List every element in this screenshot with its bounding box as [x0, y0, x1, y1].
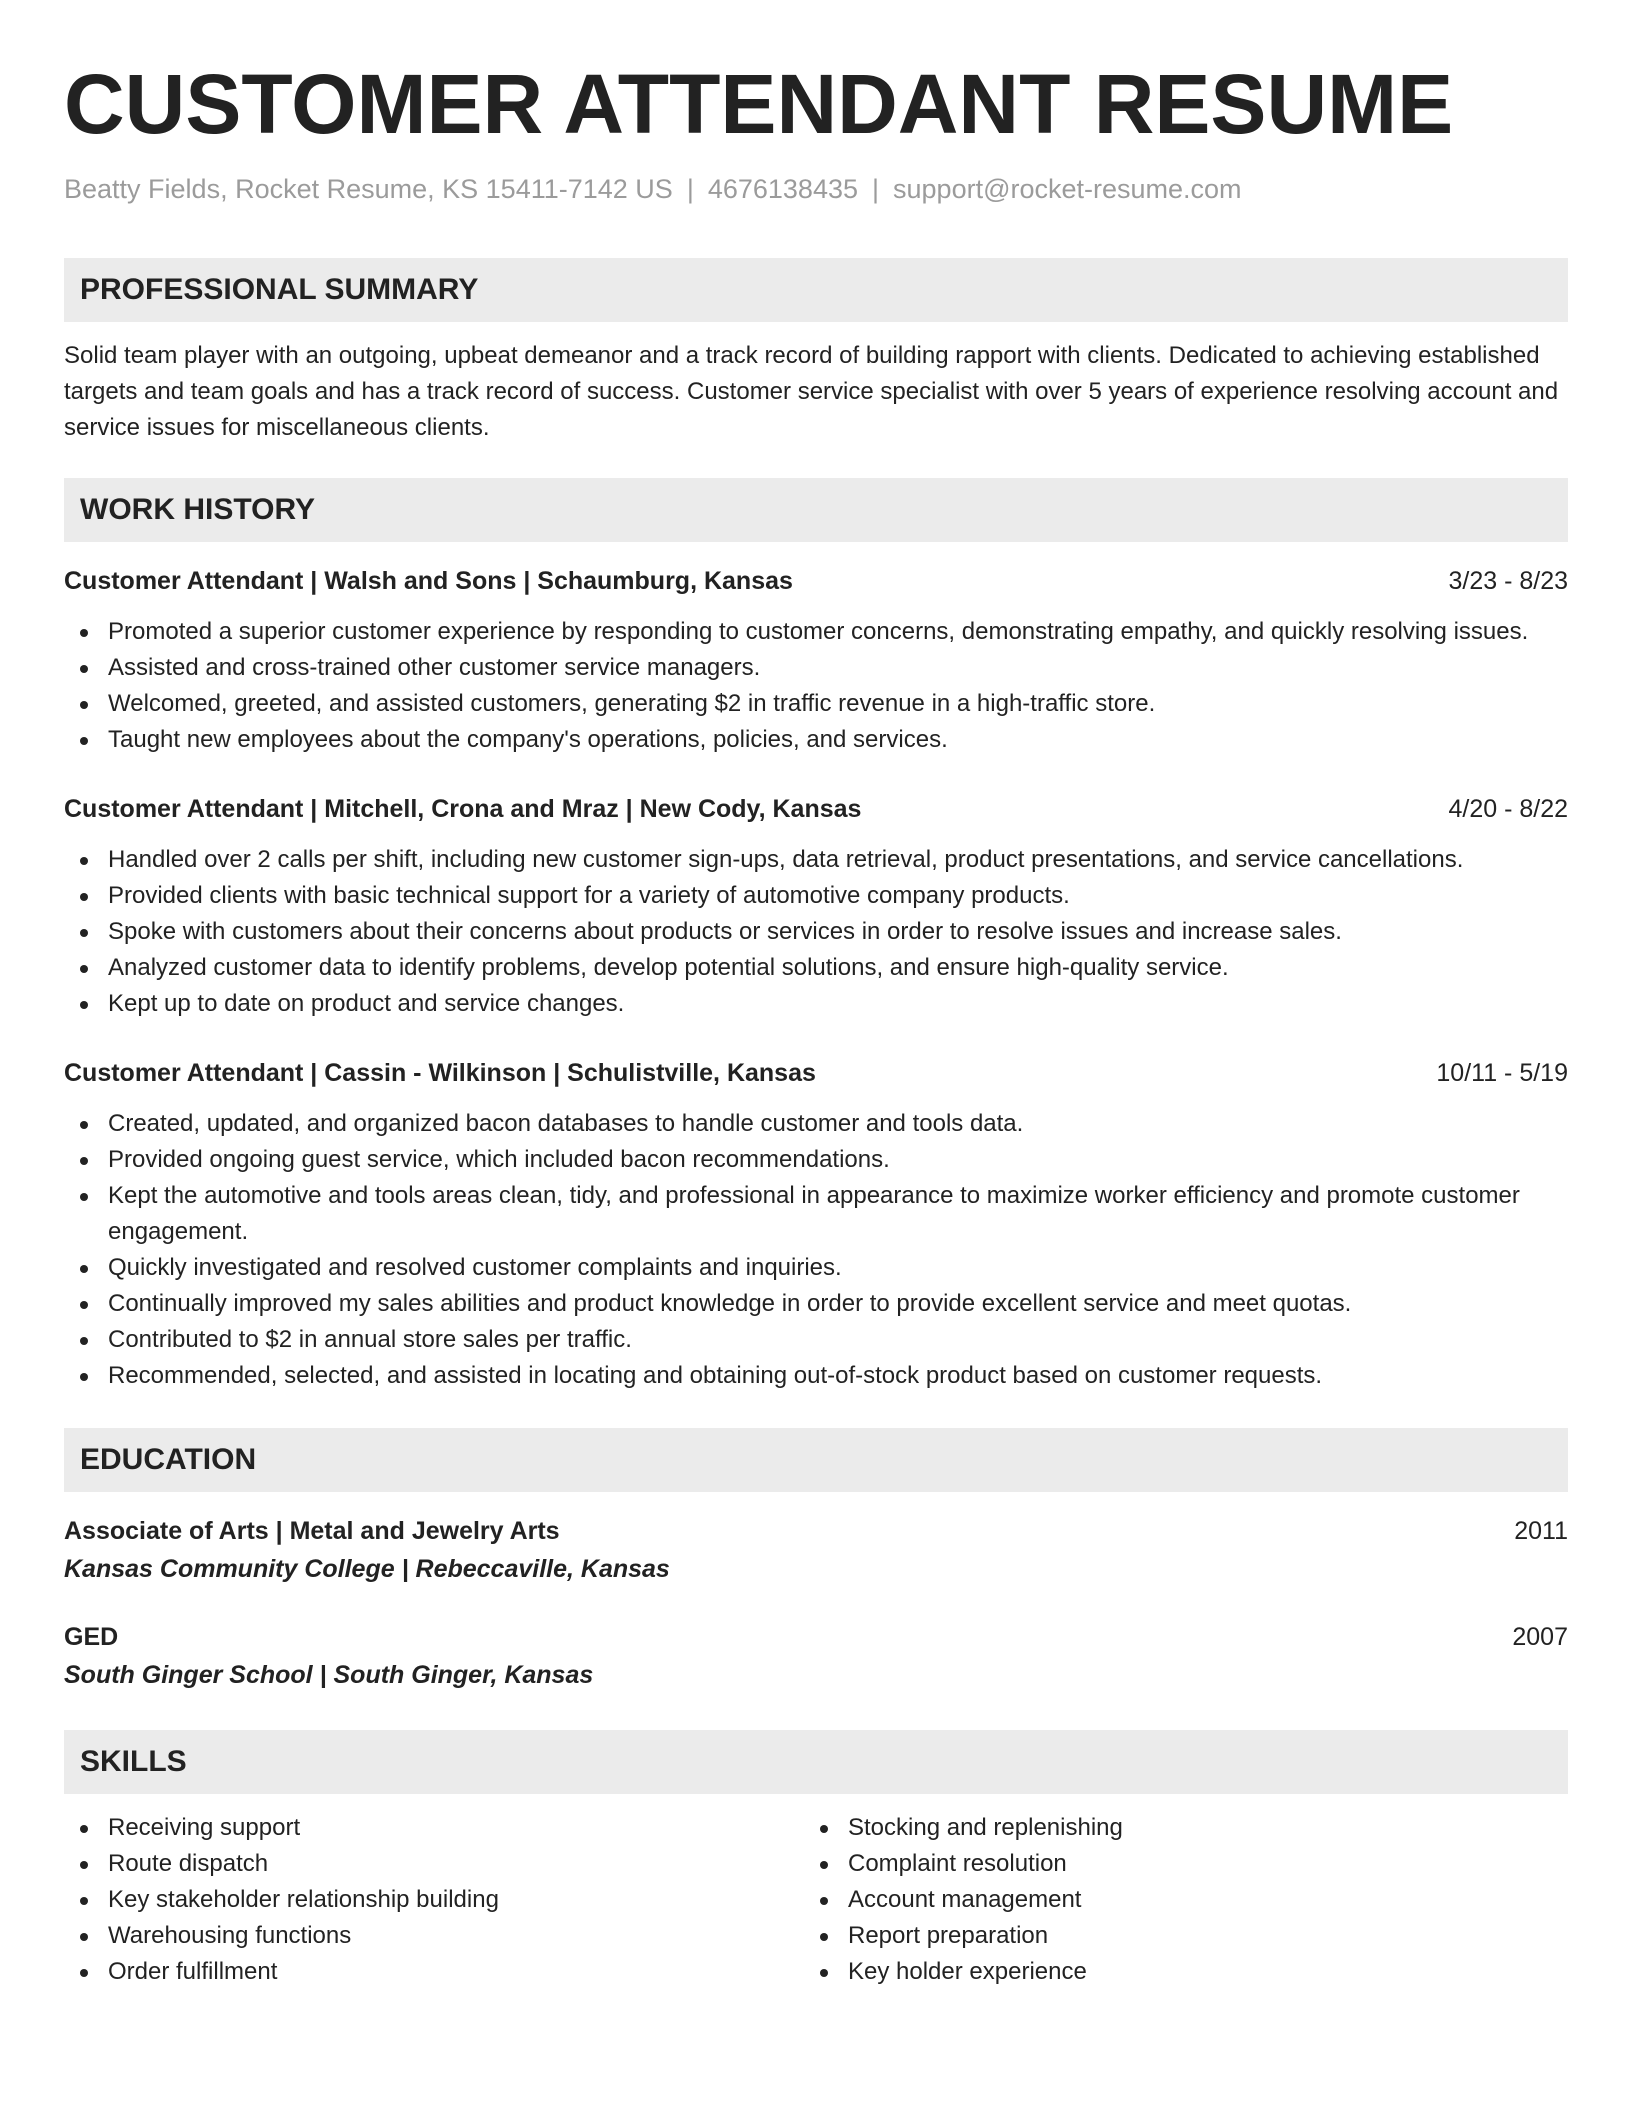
education-year: 2007	[1512, 1623, 1568, 1651]
education-header	[64, 1620, 1568, 1654]
skill-item: Key holder experience	[804, 1954, 1544, 1990]
skill-item: Order fulfillment	[64, 1954, 804, 1990]
section-title: SKILLS	[80, 1745, 187, 1778]
job-bullets	[64, 842, 1568, 1022]
job-dates: 3/23 - 8/23	[1448, 567, 1568, 595]
skill-item: Complaint resolution	[804, 1846, 1544, 1882]
skill-item: Receiving support	[64, 1810, 804, 1846]
list-item: Handled over 2 calls per shift, including new customer sign-ups, data retrieval, product presentations, and service cancellations.	[64, 842, 1568, 878]
education-degree: GED	[64, 1623, 119, 1651]
list-item: Spoke with customers about their concerns about products or services in order to resolve issues and increase sales.	[64, 914, 1568, 950]
list-item: Contributed to $2 in annual store sales per traffic.	[64, 1322, 1568, 1358]
job-entry	[64, 1056, 1568, 1394]
skill-item: Report preparation	[804, 1918, 1544, 1954]
summary-text: Solid team player with an outgoing, upbeat demeanor and a track record of building rapport with clients. Dedicated to achieving established targets and team goals and has a track record of success. Customer service specialist with over 5 years of experience resolving account and service issues for miscellaneous clients.	[64, 342, 1559, 441]
list-item: Assisted and cross-trained other customer service managers.	[64, 650, 1568, 686]
section-header-summary	[64, 258, 1568, 322]
job-title: Customer Attendant | Mitchell, Crona and Mraz | New Cody, Kansas	[64, 795, 862, 823]
education-year: 2011	[1514, 1517, 1568, 1545]
contact-line	[64, 172, 1568, 206]
job-bullets	[64, 1106, 1568, 1394]
job-title: Customer Attendant | Walsh and Sons | Schaumburg, Kansas	[64, 567, 793, 595]
list-item: Kept the automotive and tools areas clean, tidy, and professional in appearance to maximize worker efficiency and promote customer engagement.	[64, 1178, 1568, 1250]
education-school: South Ginger School | South Ginger, Kansas	[64, 1661, 594, 1689]
list-item: Kept up to date on product and service changes.	[64, 986, 1568, 1022]
skill-item: Route dispatch	[64, 1846, 804, 1882]
skill-item: Stocking and replenishing	[804, 1810, 1544, 1846]
skill-item: Warehousing functions	[64, 1918, 804, 1954]
job-header	[64, 792, 1568, 826]
skill-item: Account management	[804, 1882, 1544, 1918]
list-item: Continually improved my sales abilities and product knowledge in order to provide excellent service and meet quotas.	[64, 1286, 1568, 1322]
section-header-education	[64, 1428, 1568, 1492]
job-dates: 10/11 - 5/19	[1436, 1059, 1568, 1087]
job-title: Customer Attendant | Cassin - Wilkinson | Schulistville, Kansas	[64, 1059, 816, 1087]
job-dates: 4/20 - 8/22	[1448, 795, 1568, 823]
section-header-skills	[64, 1730, 1568, 1794]
education-entry	[64, 1514, 1568, 1586]
education-header	[64, 1514, 1568, 1548]
list-item: Analyzed customer data to identify problems, develop potential solutions, and ensure high-quality service.	[64, 950, 1568, 986]
list-item: Promoted a superior customer experience by responding to customer concerns, demonstrating empathy, and quickly resolving issues.	[64, 614, 1568, 650]
education-school: Kansas Community College | Rebeccaville, Kansas	[64, 1555, 670, 1583]
skills-grid	[64, 1810, 1568, 1990]
contact-email: support@rocket-resume.com	[893, 174, 1242, 204]
skill-item: Key stakeholder relationship building	[64, 1882, 804, 1918]
contact-phone: 4676138435	[707, 174, 858, 204]
job-bullets	[64, 614, 1568, 758]
list-item: Quickly investigated and resolved customer complaints and inquiries.	[64, 1250, 1568, 1286]
education-degree: Associate of Arts | Metal and Jewelry Arts	[64, 1517, 560, 1545]
skills-column-left	[64, 1810, 804, 1990]
list-item: Welcomed, greeted, and assisted customers, generating $2 in traffic revenue in a high-traffic store.	[64, 686, 1568, 722]
education-entry	[64, 1620, 1568, 1692]
skills-column-right	[804, 1810, 1544, 1990]
job-header	[64, 1056, 1568, 1090]
job-entry	[64, 564, 1568, 758]
list-item: Created, updated, and organized bacon databases to handle customer and tools data.	[64, 1106, 1568, 1142]
section-header-work-history	[64, 478, 1568, 542]
contact-separator: |	[872, 174, 880, 204]
section-title: EDUCATION	[80, 1443, 257, 1476]
job-entry	[64, 792, 1568, 1022]
section-title: PROFESSIONAL SUMMARY	[80, 273, 479, 306]
list-item: Taught new employees about the company's operations, policies, and services.	[64, 722, 1568, 758]
resume-title: CUSTOMER ATTENDANT RESUME	[64, 57, 1454, 151]
list-item: Recommended, selected, and assisted in locating and obtaining out-of-stock product based on customer requests.	[64, 1358, 1568, 1394]
contact-address: Beatty Fields, Rocket Resume, KS 15411-7142 US	[64, 174, 673, 204]
section-title: WORK HISTORY	[80, 493, 316, 526]
job-header	[64, 564, 1568, 598]
list-item: Provided ongoing guest service, which included bacon recommendations.	[64, 1142, 1568, 1178]
contact-separator: |	[686, 174, 694, 204]
list-item: Provided clients with basic technical support for a variety of automotive company products.	[64, 878, 1568, 914]
